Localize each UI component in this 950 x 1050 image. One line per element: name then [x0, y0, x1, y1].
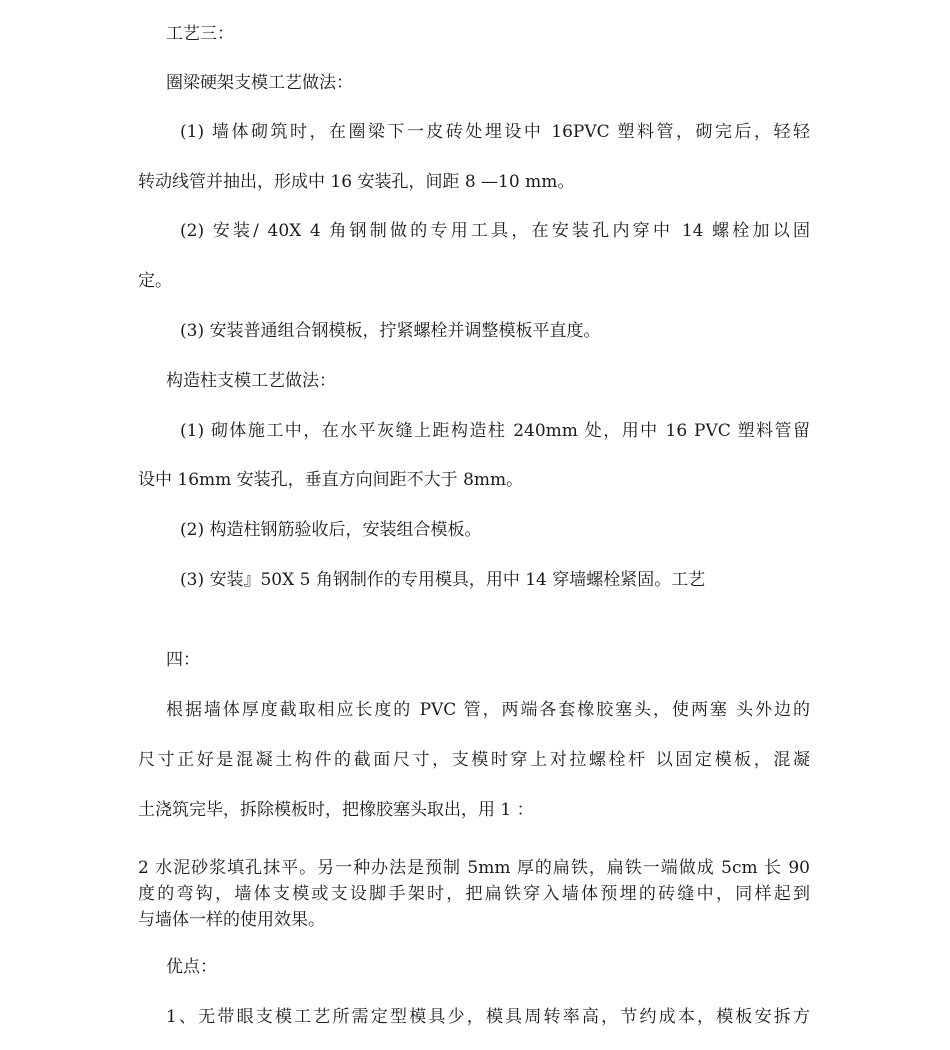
paragraph-line: 度的弯钩，墙体支模或支设脚手架时，把扁铁穿入墙体预埋的砖缝中，同样起到	[138, 884, 810, 904]
section-heading-process-4: 四：	[166, 650, 200, 670]
paragraph-line: 土浇筑完毕，拆除模板时，把橡胶塞头取出，用 1 ：	[138, 800, 534, 820]
paragraph-line: (2) 构造柱钢筋验收后，安装组合模板。	[180, 520, 482, 540]
paragraph-line: 定。	[138, 271, 172, 291]
paragraph-line: (3) 安装』50X 5 角钢制作的专用模具，用中 14 穿墙螺栓紧固。工艺	[180, 570, 706, 590]
paragraph-line: (1) 墙体砌筑时，在圈梁下一皮砖处埋设中 16PVC 塑料管，砌完后，轻轻	[180, 122, 810, 142]
paragraph-line: (3) 安装普通组合钢模板，拧紧螺栓并调整模板平直度。	[180, 321, 601, 341]
paragraph-line: 设中 16mm 安装孔，垂直方向间距不大于 8mm。	[138, 470, 524, 490]
subheading-advantages: 优点：	[166, 957, 217, 977]
paragraph-line: 尺寸正好是混凝土构件的截面尺寸，支模时穿上对拉螺栓杆 以固定模板，混凝	[138, 750, 810, 770]
paragraph-line: 1、无带眼支模工艺所需定型模具少，模具周转率高，节约成本，模板安拆方	[166, 1007, 810, 1027]
paragraph-line: (2) 安装/ 40X 4 角钢制做的专用工具，在安装孔内穿中 14 螺栓加以固	[180, 221, 810, 241]
paragraph-line: 2 水泥砂浆填孔抹平。另一种办法是预制 5mm 厚的扁铁，扁铁一端做成 5cm 长 90	[138, 858, 810, 878]
subheading-column-method: 构造柱支模工艺做法：	[166, 371, 336, 391]
paragraph-line: 与墙体一样的使用效果。	[138, 910, 325, 930]
section-heading-process-3: 工艺三：	[166, 24, 234, 44]
dense-paragraph	[138, 855, 810, 933]
paragraph-line: (1) 砌体施工中，在水平灰缝上距构造柱 240mm 处，用中 16 PVC 塑料管留	[180, 421, 810, 441]
paragraph-line: 根据墙体厚度截取相应长度的 PVC 管，两端各套橡胶塞头，使两塞 头外边的	[166, 700, 810, 720]
subheading-ring-beam-method: 圈梁硬架支模工艺做法：	[166, 73, 353, 93]
paragraph-line: 转动线管并抽出，形成中 16 安装孔，间距 8 —10 mm。	[138, 172, 575, 192]
